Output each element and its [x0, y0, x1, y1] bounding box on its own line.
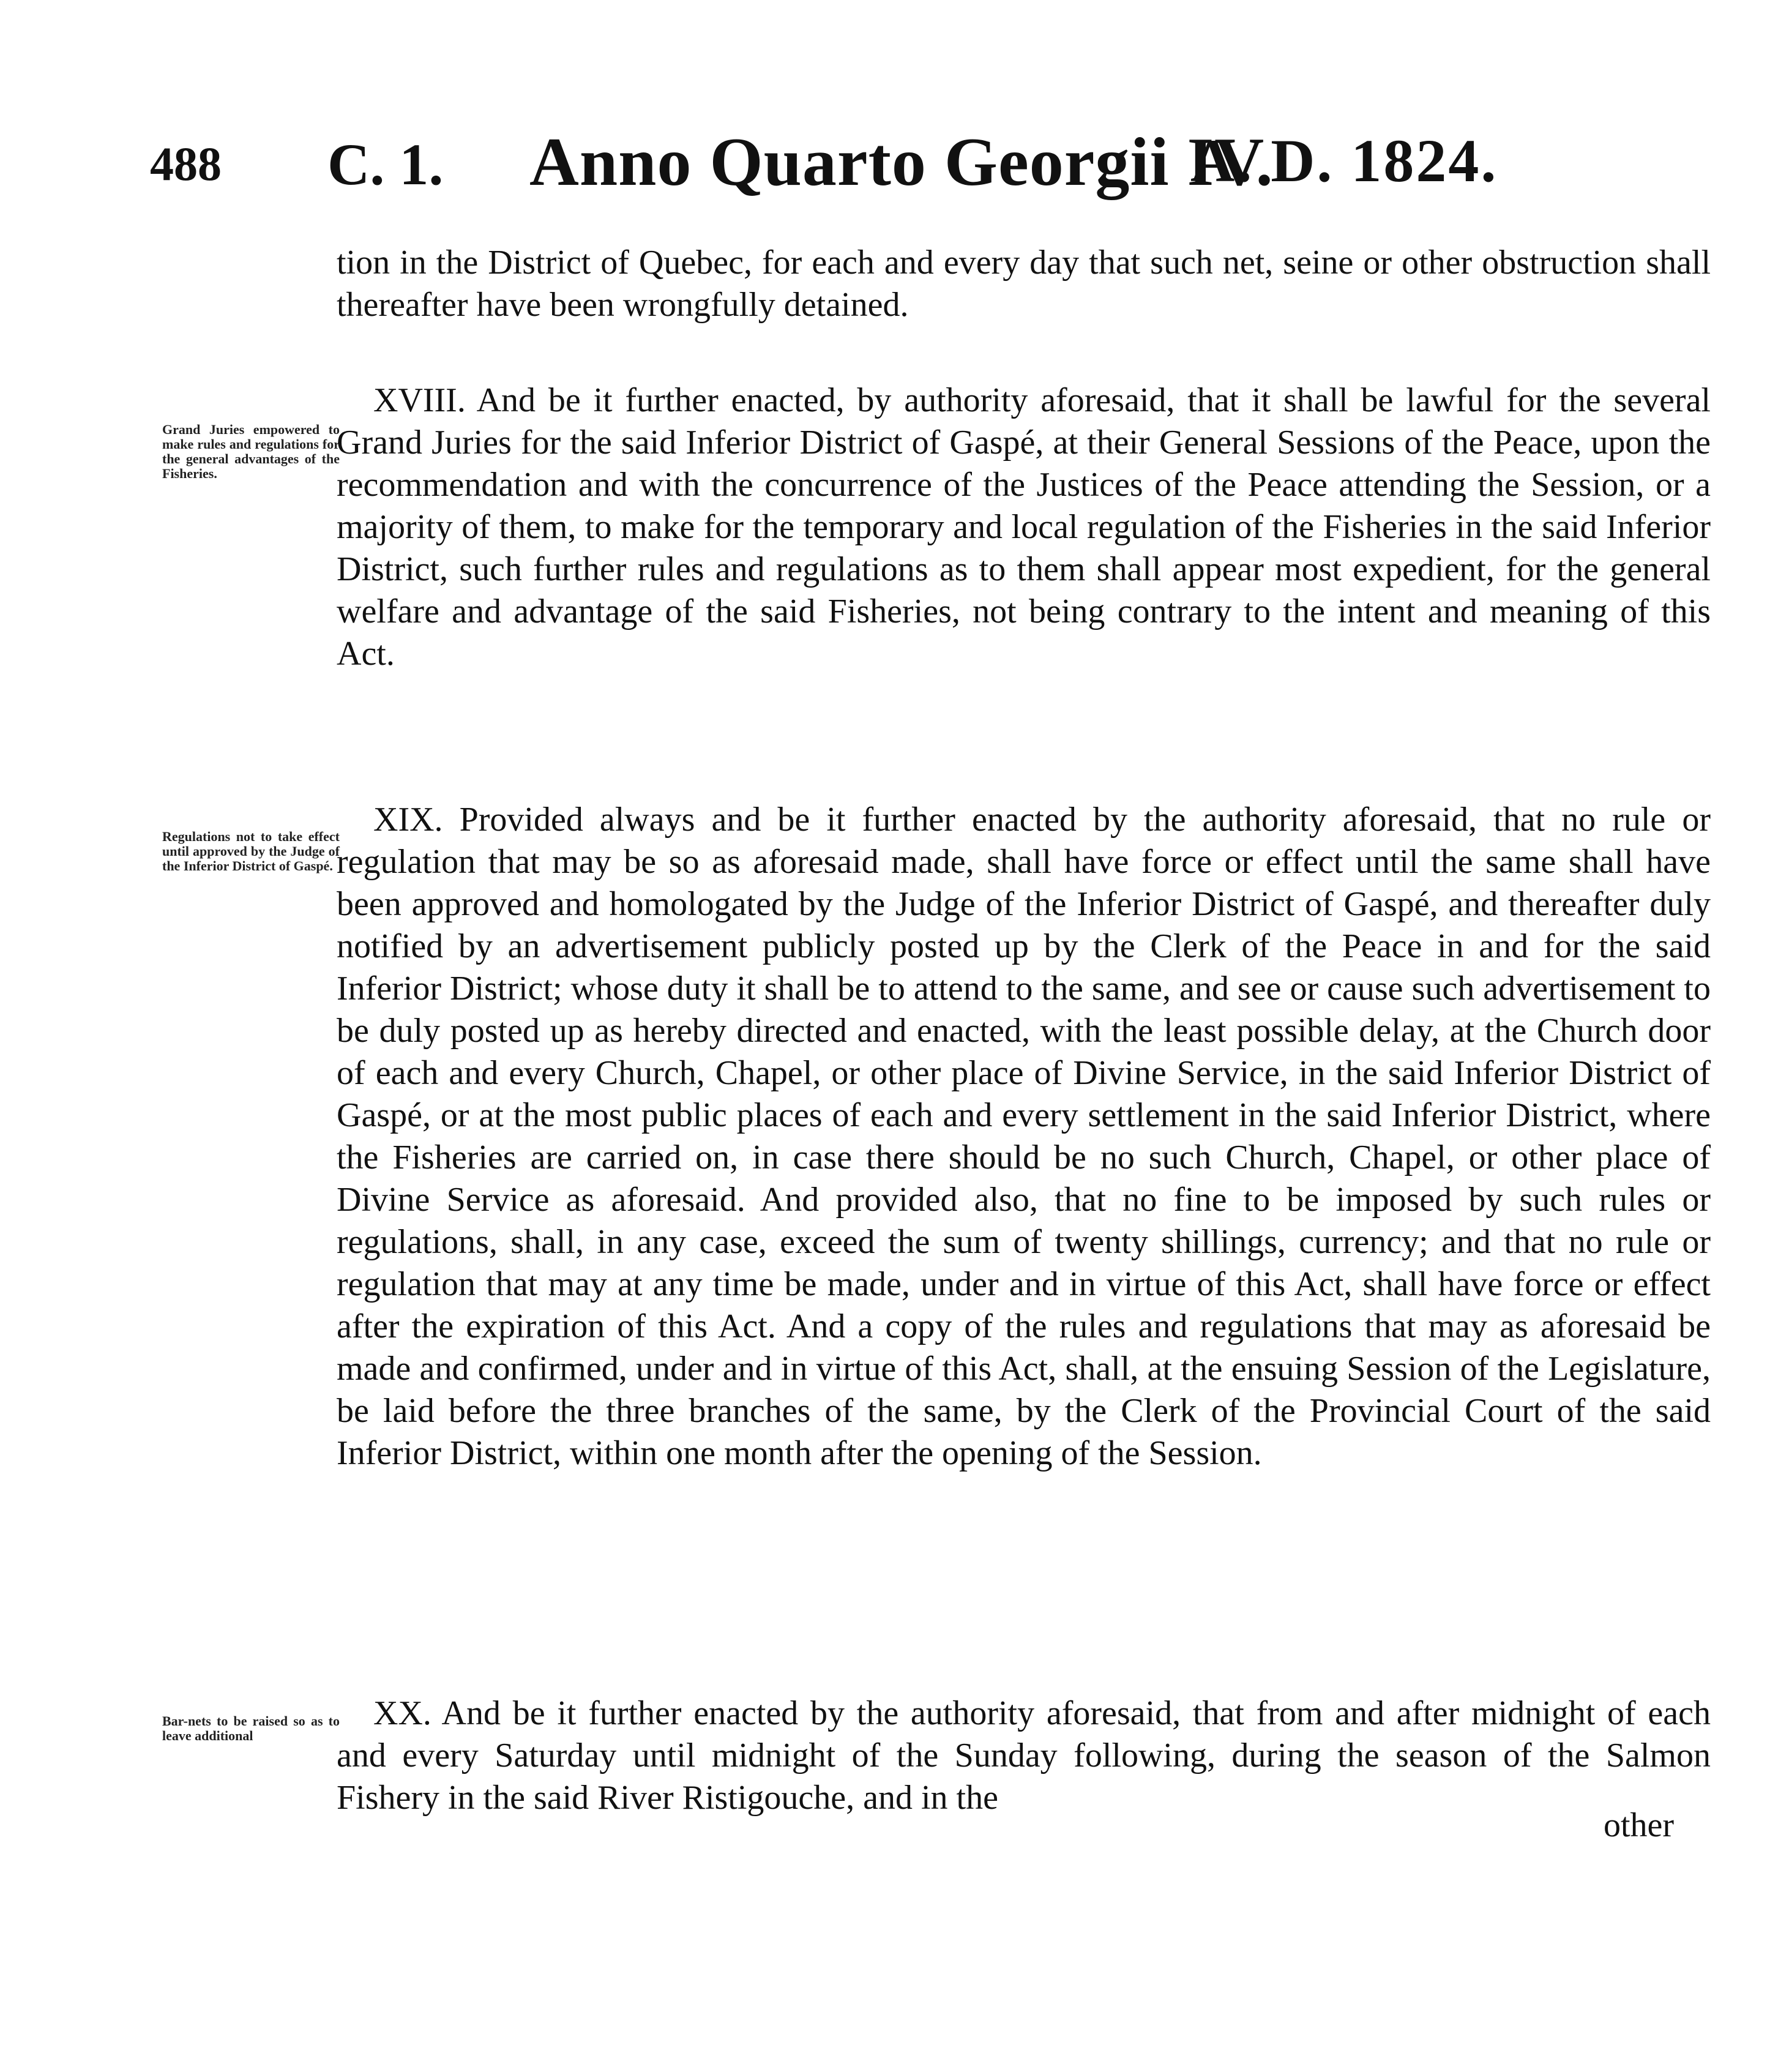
section-19 [337, 799, 1711, 1475]
margin-note-section-19: Regulations not to take effect until approved by the Judge of the Inferior District of Gaspé. [162, 829, 340, 873]
section-18-number: XVIII. [373, 381, 466, 419]
section-19-number: XIX. [373, 801, 443, 839]
continued-paragraph-text: tion in the District of Quebec, for each and every day that such net, seine or other obstruction shall thereafter have been wrongfully detained. [337, 244, 1711, 324]
section-19-paragraph [337, 799, 1711, 1475]
margin-note-section-20: Bar-nets to be raised so as to leave additional [162, 1713, 340, 1743]
section-18 [337, 380, 1711, 675]
chapter-number: C. 1. [327, 132, 444, 197]
section-20-text: And be it further enacted by the authority aforesaid, that from and after midnight of each and every Saturday until midnight of the Sunday following, during the season of the Salmon Fishery in the said River Ristigouche, and in the [337, 1694, 1711, 1817]
continued-paragraph [337, 242, 1711, 326]
running-title: Anno Quarto Georgii IV. [529, 124, 1274, 200]
page-number: 488 [150, 137, 222, 190]
margin-note-section-18: Grand Juries empowered to make rules and regulations for the general advantages of the Fisheries. [162, 422, 340, 481]
section-18-text: And be it further enacted, by authority aforesaid, that it shall be lawful for the several Grand Juries for the said Inferior District of Gaspé, at their General Sessions of the Peace, upon the recommendation and with the concurrence of the Justices of the Peace attending the Session, or a majority of them, to make for the temporary and local regulation of the Fisheries in the said Inferior District, such further rules and regulations as to them shall appear most expedient, for the general welfare and advantage of the said Fisheries, not being contrary to the intent and meaning of this Act. [337, 381, 1711, 673]
year-of-act: A. D. 1824. [1190, 127, 1498, 195]
section-20 [337, 1692, 1711, 1819]
running-head [150, 119, 1680, 211]
section-18-paragraph [337, 380, 1711, 675]
section-19-text: Provided always and be it further enacted by the authority aforesaid, that no rule or regulation that may be so as aforesaid made, shall have force or effect until the same shall have been approved and homologated by the Judge of the Inferior District of Gaspé, and thereafter duly notified by an advertisement publicly posted up by the Clerk of the Peace in and for the said Inferior District; whose duty it shall be to attend to the same, and see or cause such advertisement to be duly posted up as hereby directed and enacted, with the least possible delay, at the Church door of each and every Church, Chapel, or other place of Divine Service, in the said Inferior District of Gaspé, or at the most public places of each and every settlement in the said Inferior District, where the Fisheries are carried on, in case there should be no such Church, Chapel, or other place of Divine Service as aforesaid. And provided also, that no fine to be imposed by such rules or regulations, shall, in any case, exceed the sum of twenty shillings, currency; and that no rule or regulation that may at any time be made, under and in virtue of this Act, shall have force or effect after the expiration of this Act. And a copy of the rules and regulations that may as aforesaid be made and confirmed, under and in virtue of this Act, shall, at the ensuing Session of the Legislature, be laid before the three branches of the same, by the Clerk of the Provincial Court of the said Inferior District, within one month after the opening of the Session. [337, 801, 1711, 1472]
section-20-paragraph [337, 1692, 1711, 1819]
section-20-number: XX. [373, 1694, 431, 1732]
catchword: other [1604, 1806, 1675, 1844]
